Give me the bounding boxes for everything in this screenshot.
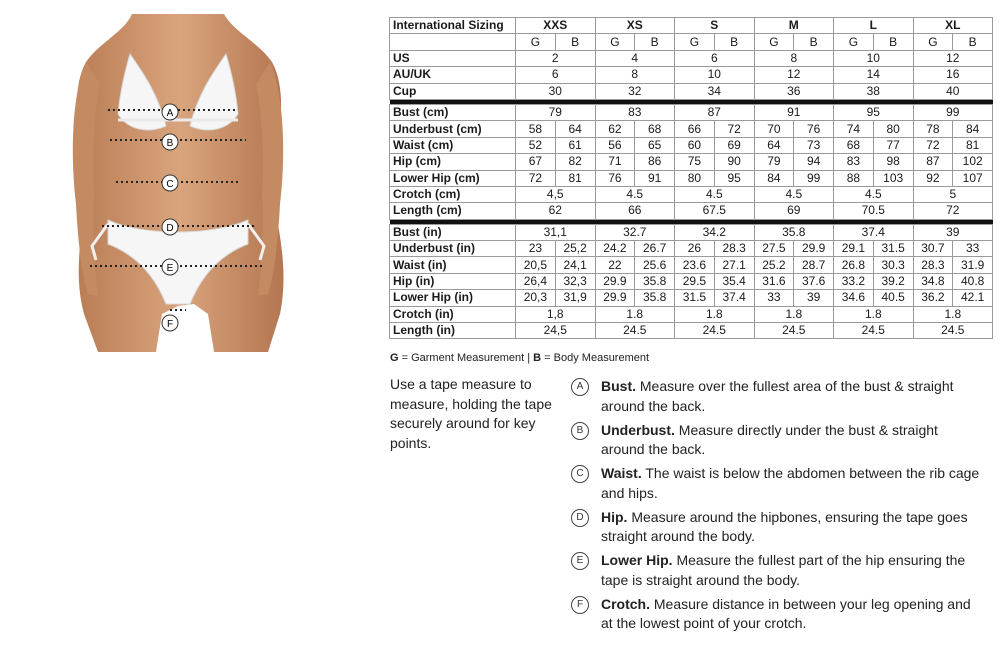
table-cell: 72 (913, 203, 993, 219)
table-cell: 88 (834, 170, 874, 186)
table-cell: 66 (595, 203, 675, 219)
row-label: Crotch (in) (390, 306, 516, 322)
table-cell: 81 (555, 170, 595, 186)
circle-letter-icon: A (571, 378, 589, 396)
table-cell: 72 (714, 121, 754, 137)
table-cell: 62 (595, 121, 635, 137)
table-cell: 52 (516, 137, 556, 153)
instruction-item (571, 595, 981, 634)
size-header (390, 18, 993, 34)
table-cell: 1,8 (516, 306, 596, 322)
table-row (390, 154, 993, 170)
table-cell: 29.5 (675, 273, 715, 289)
table-cell: 24.5 (675, 323, 755, 339)
table-cell: 65 (635, 137, 675, 153)
table-cell: 40.8 (953, 273, 993, 289)
size-xxs: XXS (516, 18, 596, 34)
table-row (390, 241, 993, 257)
table-cell: 40.5 (873, 290, 913, 306)
row-label: Bust (cm) (390, 104, 516, 120)
table-cell: 6 (516, 67, 596, 83)
table-cell: 107 (953, 170, 993, 186)
table-cell: 20,5 (516, 257, 556, 273)
table-cell: 71 (595, 154, 635, 170)
table-cell: 82 (555, 154, 595, 170)
table-cell: 33 (754, 290, 794, 306)
table-cell: 23 (516, 241, 556, 257)
table-cell: 31.5 (873, 241, 913, 257)
table-cell: 2 (516, 50, 596, 66)
table-cell: 84 (953, 121, 993, 137)
table-cell: 79 (754, 154, 794, 170)
table-cell: 56 (595, 137, 635, 153)
table-cell: 25.2 (754, 257, 794, 273)
table-cell: 26,4 (516, 273, 556, 289)
table-cell: 29.9 (595, 273, 635, 289)
svg-text:F: F (166, 319, 174, 330)
table-cell: 30.7 (913, 241, 953, 257)
table-cell: 32 (595, 83, 675, 99)
table-cell: 91 (635, 170, 675, 186)
table-cell: 5 (913, 186, 993, 202)
table-cell: 36.2 (913, 290, 953, 306)
table-cell: 14 (834, 67, 914, 83)
svg-text:A: A (166, 108, 174, 119)
table-cell: 66 (675, 121, 715, 137)
svg-text:E: E (166, 263, 174, 274)
table-cell: 34.6 (834, 290, 874, 306)
table-cell: 29.9 (794, 241, 834, 257)
table-cell: 70.5 (834, 203, 914, 219)
table-cell: 4.5 (595, 186, 675, 202)
table-cell: 80 (675, 170, 715, 186)
table-cell: 33 (953, 241, 993, 257)
table-row (390, 273, 993, 289)
row-label: Lower Hip (cm) (390, 170, 516, 186)
table-cell: 24,5 (516, 323, 596, 339)
table-cell: 68 (834, 137, 874, 153)
table-cell: 78 (913, 121, 953, 137)
table-cell: 34.8 (913, 273, 953, 289)
table-cell: 1.8 (595, 306, 675, 322)
table-cell: 32.7 (595, 224, 675, 240)
instruction-text: The waist is below the abdomen between the rib cage and hips. (601, 465, 980, 501)
table-cell: 24.5 (595, 323, 675, 339)
international-sizing-label: International Sizing (390, 18, 516, 34)
table-row (390, 50, 993, 66)
row-label: Underbust (in) (390, 241, 516, 257)
table-cell: 6 (675, 50, 755, 66)
table-cell: 28.3 (714, 241, 754, 257)
table-cell: 68 (635, 121, 675, 137)
table-cell: 76 (595, 170, 635, 186)
empty-cell (390, 34, 516, 50)
table-cell: 95 (714, 170, 754, 186)
size-xs: XS (595, 18, 675, 34)
table-cell: 10 (675, 67, 755, 83)
table-cell: 72 (516, 170, 556, 186)
table-cell: 73 (794, 137, 834, 153)
instruction-item (571, 508, 981, 547)
svg-text:C: C (166, 179, 174, 190)
size-s: S (675, 18, 755, 34)
table-cell: 24,1 (555, 257, 595, 273)
table-cell: 16 (913, 67, 993, 83)
table-cell: 62 (516, 203, 596, 219)
measurement-instructions (571, 377, 981, 638)
table-cell: 90 (714, 154, 754, 170)
body-col-label: B (953, 34, 993, 50)
table-cell: 92 (913, 170, 953, 186)
row-label: Hip (in) (390, 273, 516, 289)
instruction-term: Hip. (601, 508, 628, 525)
table-cell: 69 (754, 203, 834, 219)
table-cell: 103 (873, 170, 913, 186)
row-label: Crotch (cm) (390, 186, 516, 202)
table-cell: 72 (913, 137, 953, 153)
table-cell: 36 (754, 83, 834, 99)
marker-c (162, 175, 178, 191)
marker-f (162, 315, 178, 331)
table-cell: 76 (794, 121, 834, 137)
circle-letter-icon: C (571, 465, 589, 483)
row-label: Waist (cm) (390, 137, 516, 153)
circle-letter-icon: E (571, 552, 589, 570)
table-row (390, 203, 993, 219)
instruction-term: Waist. (601, 465, 642, 481)
instruction-term: Lower Hip. (601, 552, 673, 568)
table-row (390, 306, 993, 322)
table-cell: 31.6 (754, 273, 794, 289)
table-cell: 30.3 (873, 257, 913, 273)
table-cell: 32,3 (555, 273, 595, 289)
table-row (390, 170, 993, 186)
table-row (390, 137, 993, 153)
table-cell: 80 (873, 121, 913, 137)
table-row (390, 83, 993, 99)
table-cell: 1.8 (913, 306, 993, 322)
table-cell: 87 (913, 154, 953, 170)
row-label: Lower Hip (in) (390, 290, 516, 306)
table-cell: 10 (834, 50, 914, 66)
table-cell: 24.5 (834, 323, 914, 339)
table-cell: 67.5 (675, 203, 755, 219)
table-cell: 37.4 (834, 224, 914, 240)
garment-col-label: G (516, 34, 556, 50)
marker-a (162, 104, 178, 120)
table-cell: 95 (834, 104, 914, 120)
table-cell: 4.5 (834, 186, 914, 202)
table-cell: 24.5 (913, 323, 993, 339)
table-cell: 35.8 (635, 273, 675, 289)
table-cell: 24.2 (595, 241, 635, 257)
table-cell: 37.4 (714, 290, 754, 306)
table-cell: 98 (873, 154, 913, 170)
table-cell: 99 (913, 104, 993, 120)
table-row (390, 67, 993, 83)
table-cell: 35.8 (635, 290, 675, 306)
row-label: AU/UK (390, 67, 516, 83)
instruction-item (571, 421, 981, 460)
table-cell: 29.9 (595, 290, 635, 306)
table-cell: 60 (675, 137, 715, 153)
body-col-label: B (714, 34, 754, 50)
table-cell: 70 (754, 121, 794, 137)
table-cell: 42.1 (953, 290, 993, 306)
instruction-text: Measure over the fullest area of the bust & straight around the back. (601, 378, 954, 414)
table-cell: 31.5 (675, 290, 715, 306)
table-cell: 102 (953, 154, 993, 170)
table-cell: 12 (754, 67, 834, 83)
table-cell: 8 (595, 67, 675, 83)
table-cell: 38 (834, 83, 914, 99)
table-cell: 1.8 (675, 306, 755, 322)
table-cell: 33.2 (834, 273, 874, 289)
table-cell: 25.6 (635, 257, 675, 273)
row-label: Hip (cm) (390, 154, 516, 170)
body-col-label: B (555, 34, 595, 50)
row-label: Waist (in) (390, 257, 516, 273)
table-cell: 58 (516, 121, 556, 137)
garment-col-label: G (675, 34, 715, 50)
row-label: Length (cm) (390, 203, 516, 219)
size-m: M (754, 18, 834, 34)
table-cell: 35.8 (754, 224, 834, 240)
table-cell: 83 (834, 154, 874, 170)
table-cell: 23.6 (675, 257, 715, 273)
table-cell: 1.8 (834, 306, 914, 322)
table-row (390, 257, 993, 273)
table-cell: 4.5 (754, 186, 834, 202)
table-cell: 39.2 (873, 273, 913, 289)
table-cell: 99 (794, 170, 834, 186)
circle-letter-icon: B (571, 422, 589, 440)
table-row (390, 104, 993, 120)
table-cell: 4 (595, 50, 675, 66)
garment-col-label: G (834, 34, 874, 50)
table-cell: 27.1 (714, 257, 754, 273)
table-cell: 26.8 (834, 257, 874, 273)
table-cell: 4,5 (516, 186, 596, 202)
body-col-label: B (635, 34, 675, 50)
instruction-text: Measure directly under the bust & straight around the back. (601, 421, 938, 457)
table-cell: 75 (675, 154, 715, 170)
circle-letter-icon: F (571, 596, 589, 614)
instruction-item (571, 464, 981, 503)
instruction-text: Measure distance in between your leg opening and at the lowest point of your crotch. (601, 595, 971, 631)
table-row (390, 121, 993, 137)
table-cell: 40 (913, 83, 993, 99)
table-cell: 29.1 (834, 241, 874, 257)
table-cell: 35.4 (714, 273, 754, 289)
table-cell: 34.2 (675, 224, 755, 240)
table-cell: 20,3 (516, 290, 556, 306)
instruction-text: Measure around the hipbones, ensuring the tape goes straight around the body. (601, 508, 968, 544)
table-cell: 1.8 (754, 306, 834, 322)
gb-subheader-row (390, 34, 993, 50)
table-cell: 91 (754, 104, 834, 120)
measuring-intro: Use a tape measure to measure, holding the tape securely around for key points. (390, 376, 552, 451)
table-cell: 39 (794, 290, 834, 306)
circle-letter-icon: D (571, 509, 589, 527)
marker-b (162, 134, 178, 150)
row-label: Length (in) (390, 323, 516, 339)
table-cell: 77 (873, 137, 913, 153)
table-cell: 84 (754, 170, 794, 186)
measurement-legend: G = Garment Measurement | B = Body Measurement (390, 352, 650, 364)
table-cell: 69 (714, 137, 754, 153)
table-cell: 12 (913, 50, 993, 66)
body-col-label: B (794, 34, 834, 50)
instruction-term: Crotch. (601, 595, 650, 612)
row-label: Underbust (cm) (390, 121, 516, 137)
instruction-item (571, 551, 981, 590)
table-cell: 87 (675, 104, 755, 120)
table-row (390, 323, 993, 339)
body-measurement-figure (62, 14, 294, 352)
table-cell: 64 (555, 121, 595, 137)
table-cell: 79 (516, 104, 596, 120)
table-cell: 81 (953, 137, 993, 153)
marker-e (162, 259, 178, 275)
svg-text:D: D (166, 223, 174, 234)
table-row (390, 224, 993, 240)
instruction-text: Measure the fullest part of the hip ensuring the tape is straight around the body. (601, 552, 966, 588)
table-cell: 64 (754, 137, 794, 153)
table-cell: 22 (595, 257, 635, 273)
table-cell: 39 (913, 224, 993, 240)
svg-text:B: B (166, 138, 174, 149)
table-row (390, 290, 993, 306)
body-col-label: B (873, 34, 913, 50)
garment-col-label: G (913, 34, 953, 50)
table-cell: 30 (516, 83, 596, 99)
table-cell: 31,9 (555, 290, 595, 306)
table-cell: 4.5 (675, 186, 755, 202)
table-cell: 67 (516, 154, 556, 170)
table-cell: 26.7 (635, 241, 675, 257)
size-l: L (834, 18, 914, 34)
table-cell: 26 (675, 241, 715, 257)
instruction-item (571, 377, 981, 416)
size-header-row (390, 18, 993, 34)
garment-col-label: G (595, 34, 635, 50)
table-row (390, 186, 993, 202)
table-cell: 83 (595, 104, 675, 120)
table-cell: 28.3 (913, 257, 953, 273)
row-label: Cup (390, 83, 516, 99)
size-chart-table (389, 17, 993, 339)
instruction-term: Bust. (601, 378, 636, 394)
table-cell: 34 (675, 83, 755, 99)
size-xl: XL (913, 18, 993, 34)
table-cell: 24.5 (754, 323, 834, 339)
table-cell: 61 (555, 137, 595, 153)
row-label: US (390, 50, 516, 66)
table-cell: 25,2 (555, 241, 595, 257)
garment-col-label: G (754, 34, 794, 50)
row-label: Bust (in) (390, 224, 516, 240)
table-cell: 31,1 (516, 224, 596, 240)
table-cell: 37.6 (794, 273, 834, 289)
table-cell: 28.7 (794, 257, 834, 273)
size-table-body (390, 34, 993, 339)
table-cell: 27.5 (754, 241, 794, 257)
table-cell: 31.9 (953, 257, 993, 273)
table-cell: 94 (794, 154, 834, 170)
marker-d (162, 219, 178, 235)
instruction-term: Underbust. (601, 421, 675, 438)
table-cell: 8 (754, 50, 834, 66)
table-cell: 86 (635, 154, 675, 170)
table-cell: 74 (834, 121, 874, 137)
